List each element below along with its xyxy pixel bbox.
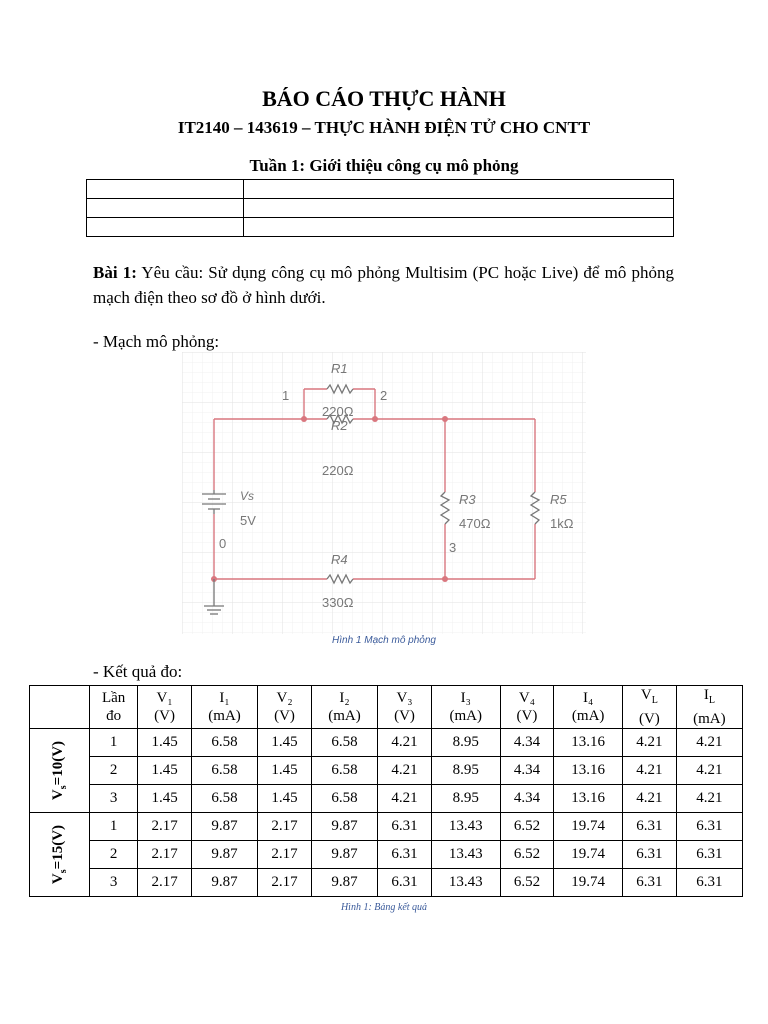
table-cell: 6.31 (676, 841, 742, 869)
column-header (500, 686, 554, 729)
column-header-unit: (mA) (571, 708, 605, 724)
table-cell: 2.17 (138, 869, 192, 897)
results-table (29, 685, 743, 897)
column-header-unit: (mA) (449, 708, 482, 724)
table-cell: 2.17 (138, 813, 192, 841)
table-cell: 8.95 (431, 729, 500, 757)
info-cell (87, 180, 244, 199)
table-cell: 2.17 (258, 869, 312, 897)
table-cell: 4.34 (500, 757, 554, 785)
table-cell: 6.31 (676, 813, 742, 841)
table-cell: 6.31 (622, 841, 676, 869)
node-2-label: 2 (380, 388, 388, 403)
column-header (138, 686, 192, 729)
table-row (30, 813, 743, 841)
table-cell: 19.74 (554, 813, 623, 841)
group-label: $V_s=10(V)$ (50, 740, 70, 801)
column-header-symbol: V₂ (276, 690, 293, 706)
column-header-symbol: Lần (101, 690, 126, 706)
group-label: $V_s=15(V)$ (50, 824, 70, 885)
r3-name: R3 (459, 492, 476, 507)
table-cell: 6.58 (191, 757, 257, 785)
r5-value: 1kΩ (550, 516, 574, 531)
node-1-label: 1 (282, 388, 290, 403)
table-cell: 9.87 (311, 841, 377, 869)
r1-name: R1 (331, 361, 348, 376)
r5-name: R5 (550, 492, 567, 507)
vs-name: Vs (240, 489, 255, 503)
column-header-symbol: V₄ (518, 690, 535, 706)
table-row (30, 757, 743, 785)
column-header-unit: (V) (516, 708, 538, 724)
column-header-symbol: I₄ (583, 690, 594, 706)
table-cell: 2 (90, 841, 138, 869)
table-cell: 2.17 (258, 841, 312, 869)
table-cell: 1 (90, 729, 138, 757)
group-label-cell (30, 729, 90, 813)
column-header-unit: (V) (274, 708, 295, 724)
info-cell (244, 199, 674, 218)
column-header-symbol: V₁ (156, 690, 173, 706)
table-cell: 9.87 (191, 869, 257, 897)
table-cell: 6.58 (311, 729, 377, 757)
table-cell: 4.21 (622, 729, 676, 757)
info-cell (87, 218, 244, 237)
r4-name: R4 (331, 552, 348, 567)
table-cell: 6.52 (500, 869, 554, 897)
node-0-label: 0 (219, 536, 227, 551)
table-cell: 6.31 (622, 813, 676, 841)
table-cell: 2.17 (258, 813, 312, 841)
column-header (554, 686, 623, 729)
table-cell: 4.21 (378, 729, 432, 757)
column-header-unit: (mA) (208, 708, 241, 724)
table-cell: 1.45 (258, 757, 312, 785)
table-cell: 4.21 (676, 757, 742, 785)
column-header (622, 686, 676, 729)
table-cell: 13.43 (431, 813, 500, 841)
table-cell: 13.43 (431, 869, 500, 897)
r4-value: 330Ω (322, 595, 354, 610)
column-header (90, 686, 138, 729)
node-3-label: 3 (449, 540, 457, 555)
table-cell: 4.34 (500, 785, 554, 813)
table-row (30, 841, 743, 869)
column-header (258, 686, 312, 729)
table-cell: 13.16 (554, 729, 623, 757)
table-cell: 9.87 (191, 813, 257, 841)
column-header-unit: (V) (154, 708, 175, 724)
table-cell: 6.58 (311, 785, 377, 813)
table-cell: 6.31 (378, 841, 432, 869)
table-cell: 1.45 (258, 785, 312, 813)
column-header (431, 686, 500, 729)
task-paragraph (93, 260, 674, 310)
column-header-symbol: I₃ (460, 690, 471, 706)
info-cell (244, 180, 674, 199)
table-cell: 1.45 (138, 785, 192, 813)
column-header-unit: đo (106, 708, 122, 724)
column-header-symbol: I₁ (219, 690, 230, 706)
course-subtitle: IT2140 – 143619 – THỰC HÀNH ĐIỆN TỬ CHO CNTT (177, 118, 591, 137)
table-cell: 9.87 (191, 841, 257, 869)
column-header-unit: (mA) (328, 708, 361, 724)
week-heading: Tuần 1: Giới thiệu công cụ mô phỏng (249, 156, 519, 175)
header-blank-cell (30, 686, 90, 729)
table-cell: 4.21 (676, 729, 742, 757)
column-header-unit: (V) (394, 708, 415, 724)
column-header (191, 686, 257, 729)
column-header (676, 686, 742, 729)
results-section-label: - Kết quả đo: (93, 662, 183, 681)
table-cell: 4.21 (622, 757, 676, 785)
table-cell: 6.52 (500, 813, 554, 841)
table-cell: 6.31 (378, 869, 432, 897)
r3-value: 470Ω (459, 516, 491, 531)
info-cell (87, 199, 244, 218)
circuit-diagram (182, 352, 586, 634)
column-header-symbol: V₃ (396, 690, 413, 706)
column-header (311, 686, 377, 729)
circuit-caption: Hình 1 Mạch mô phỏng (332, 635, 436, 646)
table-cell: 6.52 (500, 841, 554, 869)
table-row (30, 869, 743, 897)
group-label-cell (30, 813, 90, 897)
table-row (30, 785, 743, 813)
table-cell: 6.31 (622, 869, 676, 897)
table-cell: 6.31 (378, 813, 432, 841)
table-cell: 1.45 (138, 757, 192, 785)
circuit-section-label: - Mạch mô phỏng: (93, 332, 220, 351)
task-label: Bài 1: (93, 263, 137, 282)
table-cell: 2.17 (138, 841, 192, 869)
report-title: BÁO CÁO THỰC HÀNH (262, 86, 506, 111)
table-cell: 13.43 (431, 841, 500, 869)
results-header-row (30, 686, 743, 729)
info-row (87, 180, 674, 199)
table-cell: 6.58 (311, 757, 377, 785)
table-cell: 1 (90, 813, 138, 841)
column-header (378, 686, 432, 729)
table-cell: 19.74 (554, 869, 623, 897)
info-row (87, 218, 674, 237)
info-row (87, 199, 674, 218)
column-header-unit: (mA) (693, 711, 726, 727)
info-cell (244, 218, 674, 237)
student-info-table (86, 179, 674, 237)
table-cell: 1.45 (138, 729, 192, 757)
task-text: Yêu cầu: Sử dụng công cụ mô phỏng Multisim (PC hoặc Live) để mô phỏng mạch điện theo sơ đồ ở hình dưới. (93, 263, 674, 307)
table-cell: 4.21 (378, 757, 432, 785)
table-cell: 8.95 (431, 757, 500, 785)
table-cell: 1.45 (258, 729, 312, 757)
table-cell: 8.95 (431, 785, 500, 813)
table-cell: 2 (90, 757, 138, 785)
table-row (30, 729, 743, 757)
table-cell: 9.87 (311, 869, 377, 897)
table-cell: 3 (90, 785, 138, 813)
table-cell: 6.31 (676, 869, 742, 897)
table-cell: 4.21 (676, 785, 742, 813)
r1-value: 220Ω (322, 404, 354, 419)
r2-value: 220Ω (322, 463, 354, 478)
table-cell: 6.58 (191, 785, 257, 813)
column-header-unit: (V) (638, 711, 660, 727)
table-cell: 13.16 (554, 757, 623, 785)
results-caption: Hình 1: Bảng kết quả (340, 902, 428, 913)
table-cell: 9.87 (311, 813, 377, 841)
table-cell: 13.16 (554, 785, 623, 813)
table-cell: 19.74 (554, 841, 623, 869)
column-header-symbol: $V_L$ (640, 687, 658, 706)
table-cell: 4.34 (500, 729, 554, 757)
table-cell: 4.21 (622, 785, 676, 813)
table-cell: 6.58 (191, 729, 257, 757)
column-header-symbol: I₂ (339, 690, 350, 706)
table-cell: 4.21 (378, 785, 432, 813)
table-cell: 3 (90, 869, 138, 897)
r2-name: R2 (331, 418, 348, 433)
column-header-symbol: $I_L$ (703, 687, 715, 706)
vs-value: 5V (240, 513, 256, 528)
